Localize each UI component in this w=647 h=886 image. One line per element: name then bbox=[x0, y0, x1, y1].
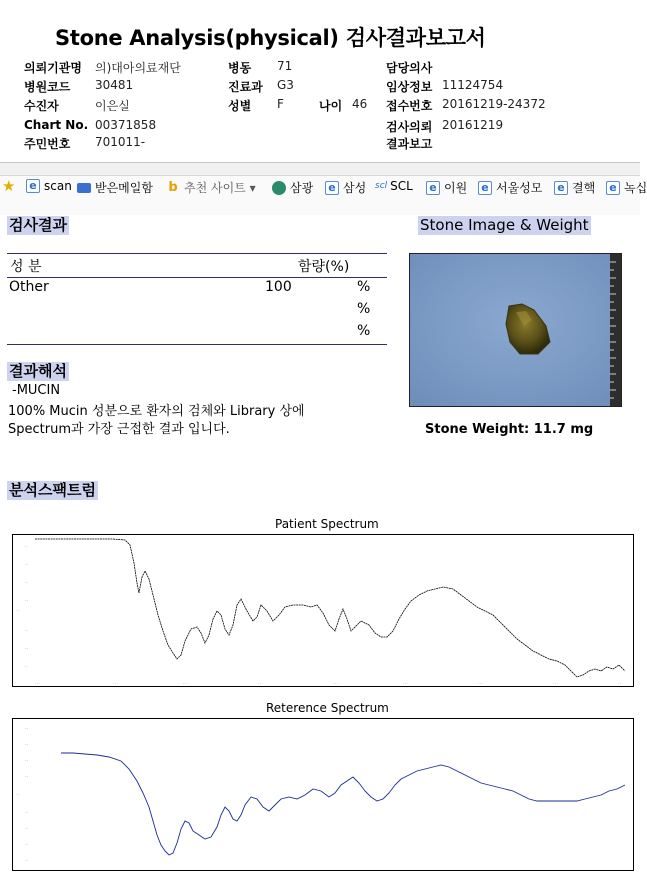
hospital-code-label: 병원코드 bbox=[24, 80, 71, 94]
column-component: 성 분 bbox=[10, 259, 42, 275]
table-header-rule bbox=[7, 277, 387, 278]
svg-text:- - -: - - - bbox=[258, 681, 264, 685]
mail-icon bbox=[77, 183, 91, 193]
toolbar-link-mail[interactable]: 받은메일함 bbox=[77, 179, 153, 196]
svg-text:- - -: - - - bbox=[333, 681, 339, 685]
receipt-no-label: 접수번호 bbox=[386, 99, 433, 113]
svg-text:- -: - - bbox=[25, 598, 29, 602]
test-request-value: 20161219 bbox=[442, 118, 504, 132]
table-bottom-rule bbox=[7, 344, 387, 345]
ie-page-icon: e bbox=[426, 181, 440, 195]
svg-text:- -: - - bbox=[25, 826, 29, 830]
reference-spectrum-plot bbox=[12, 718, 634, 871]
chart-no-label: Chart No. bbox=[24, 118, 89, 132]
svg-text:- -: - - bbox=[25, 774, 29, 778]
toolbar-strip bbox=[0, 163, 640, 176]
department-label: 진료과 bbox=[228, 80, 263, 94]
svg-text:- -: - - bbox=[25, 544, 29, 548]
toolbar-link-seoul-st-mary[interactable]: e 서울성모 bbox=[478, 179, 542, 196]
clinical-info-label: 임상정보 bbox=[386, 80, 433, 94]
toolbar-link-iwon[interactable]: e 이원 bbox=[426, 179, 467, 196]
svg-text:- - -: - - - bbox=[183, 681, 189, 685]
resident-no-value: 701011- bbox=[95, 135, 146, 149]
favorites-toolbar bbox=[0, 162, 647, 215]
svg-text:- - -: - - - bbox=[113, 681, 119, 685]
interpretation-line: -MUCIN bbox=[12, 383, 61, 398]
svg-text:- -: - - bbox=[25, 646, 29, 650]
svg-text:- -: - - bbox=[25, 628, 29, 632]
svg-text:- -: - - bbox=[17, 608, 21, 612]
interpretation-line: Spectrum과 가장 근접한 결과 입니다. bbox=[8, 422, 230, 437]
svg-text:- -: - - bbox=[17, 792, 21, 796]
row-component: Other bbox=[9, 279, 49, 295]
result-report-label: 결과보고 bbox=[386, 137, 433, 151]
doctor-label: 담당의사 bbox=[386, 61, 433, 75]
row-unit: % bbox=[357, 323, 371, 339]
row-value: 100 bbox=[265, 279, 292, 295]
resident-no-label: 주민번호 bbox=[24, 137, 71, 151]
test-request-label: 검사의뢰 bbox=[386, 120, 433, 134]
stone-heading: Stone Image & Weight bbox=[420, 216, 589, 234]
svg-text:- - -: - - - bbox=[478, 681, 484, 685]
ie-page-icon: e bbox=[478, 181, 492, 195]
reference-spectrum-svg bbox=[13, 719, 633, 870]
interpretation-heading: 결과해석 bbox=[9, 362, 67, 380]
clinical-info-value: 11124754 bbox=[442, 78, 504, 92]
toolbar-link-samkwang[interactable]: 삼광 bbox=[272, 179, 313, 196]
patient-spectrum-plot bbox=[12, 534, 634, 687]
ie-page-icon: e bbox=[26, 179, 40, 193]
ie-page-icon: e bbox=[325, 181, 339, 195]
ward-value: 71 bbox=[277, 59, 293, 73]
patient-spectrum-svg bbox=[13, 535, 633, 686]
sex-value: F bbox=[277, 97, 284, 111]
row-unit: % bbox=[357, 279, 371, 295]
bing-icon: b bbox=[168, 179, 178, 195]
interpretation-line: 100% Mucin 성분으로 환자의 검체와 Library 상에 bbox=[8, 404, 305, 419]
spectrum-heading: 분석스팩트럼 bbox=[9, 481, 96, 499]
stone-weight: Stone Weight: 11.7 mg bbox=[425, 422, 594, 437]
age-value: 46 bbox=[352, 97, 368, 111]
row-unit: % bbox=[357, 301, 371, 317]
table-top-rule bbox=[7, 253, 387, 254]
stone-photo-image bbox=[410, 254, 621, 406]
toolbar-link-green-cross[interactable]: e 녹십 bbox=[606, 179, 647, 196]
toolbar-link-samsung[interactable]: e 삼성 bbox=[325, 179, 366, 196]
toolbar-link-scan[interactable]: e scan bbox=[26, 179, 72, 193]
svg-text:- -: - - bbox=[25, 858, 29, 862]
stone-photo bbox=[409, 253, 622, 407]
toolbar-link-scl[interactable]: scl SCL bbox=[375, 179, 413, 193]
site-icon bbox=[272, 181, 286, 195]
hospital-code-value: 30481 bbox=[95, 78, 134, 92]
sex-label: 성별 bbox=[228, 99, 252, 113]
reference-spectrum-line bbox=[61, 753, 625, 855]
favorites-star-icon[interactable]: ★ bbox=[2, 177, 16, 195]
scl-logo-icon: scl bbox=[375, 181, 388, 191]
age-label: 나이 bbox=[319, 99, 343, 113]
patient-spectrum-title: Patient Spectrum bbox=[275, 517, 379, 531]
collector-value: 이은실 bbox=[95, 99, 130, 113]
svg-text:- - -: - - - bbox=[403, 681, 409, 685]
chart-no-value: 00371858 bbox=[95, 118, 157, 132]
svg-text:- -: - - bbox=[25, 810, 29, 814]
svg-text:- -: - - bbox=[25, 842, 29, 846]
svg-text:- - -: - - - bbox=[553, 681, 559, 685]
svg-text:- -: - - bbox=[25, 562, 29, 566]
institution-label: 의뢰기관명 bbox=[24, 61, 82, 75]
toolbar-link-tb[interactable]: e 결핵 bbox=[554, 179, 595, 196]
institution-value: 의)대아의료재단 bbox=[95, 61, 181, 75]
ie-page-icon: e bbox=[554, 181, 568, 195]
column-content: 함량(%) bbox=[298, 259, 350, 275]
svg-text:- -: - - bbox=[618, 681, 622, 685]
patient-spectrum-line bbox=[35, 539, 625, 677]
collector-label: 수진자 bbox=[24, 99, 59, 113]
reference-spectrum-title: Reterence Spectrum bbox=[266, 701, 389, 715]
ie-page-icon: e bbox=[606, 181, 620, 195]
svg-text:- -: - - bbox=[25, 580, 29, 584]
svg-text:- -: - - bbox=[25, 742, 29, 746]
results-heading: 검사결과 bbox=[9, 216, 67, 234]
svg-text:- - -: - - - bbox=[35, 681, 41, 685]
toolbar-link-suggested-sites[interactable]: b 추천 사이트 ▾ bbox=[166, 179, 256, 196]
receipt-no-value: 20161219-24372 bbox=[442, 97, 546, 111]
svg-text:- -: - - bbox=[25, 664, 29, 668]
svg-text:- -: - - bbox=[25, 726, 29, 730]
svg-text:- -: - - bbox=[25, 758, 29, 762]
department-value: G3 bbox=[277, 78, 294, 92]
report-title: Stone Analysis(physical) 검사결과보고서 bbox=[55, 26, 486, 50]
ward-label: 병동 bbox=[228, 61, 252, 75]
